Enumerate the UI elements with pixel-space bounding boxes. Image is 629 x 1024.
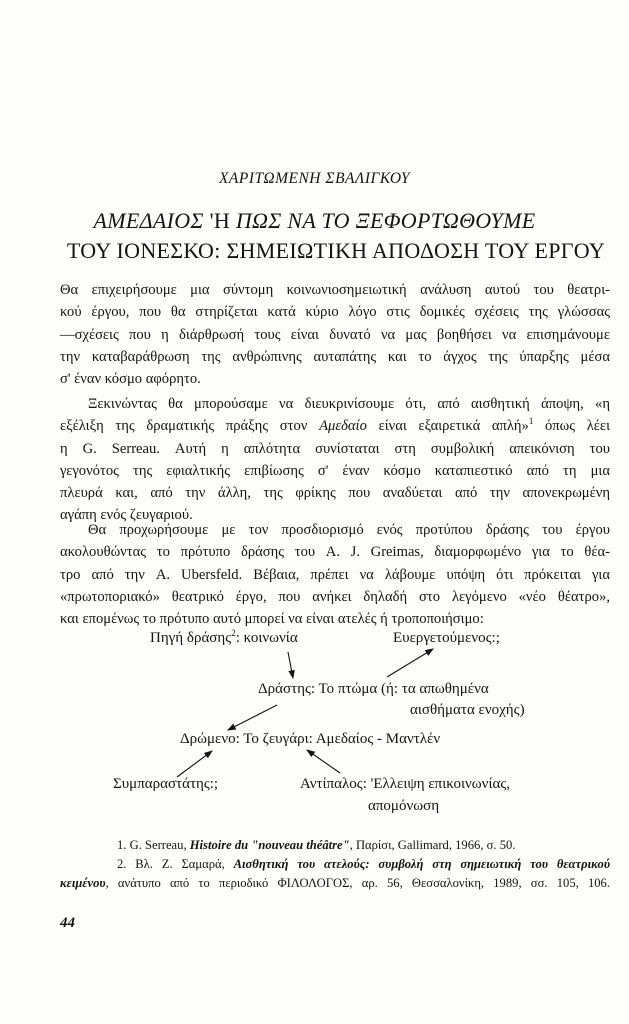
- footnote-2-cont: [60, 874, 610, 893]
- text-line: την καταβαράθρωση της ανθρώπινης αυταπάτης και το άγχος της ύπαρξης μέσα: [60, 348, 610, 365]
- text-span: : κοινωνία: [235, 630, 298, 646]
- title-line-2: ΤΟΥ ΙΟΝΕΣΚΟ: ΣΗΜΕΙΩΤΙΚΗ ΑΠΟΔΟΣΗ ΤΟΥ ΕΡΓΟΥ: [66, 238, 606, 263]
- text-line: «πρωτοποριακό» θεατρικό έργο, που ανήκει δηλαδή στο λεγόμενο «νέο θέατρο»,: [60, 588, 610, 605]
- footnote-ref-1: 1: [528, 416, 534, 427]
- book-title: κειμένου: [60, 876, 106, 890]
- diagram-opponent-cont: απομόνωση: [368, 798, 440, 814]
- diagram-beneficiary: Ευεργετούμενος:;: [393, 630, 500, 646]
- text-span: όπως λέει: [533, 418, 610, 435]
- arrow-helper-to-object: [177, 751, 212, 777]
- book-title: Αισθητική του ατελούς: συμβολή στη σημειωτική του θεατρικού: [233, 857, 610, 871]
- diagram-subject-cont: αισθήματα ενοχής): [410, 702, 525, 718]
- text-span: εξέλιξη της δραματικής πράξης στον: [60, 418, 320, 435]
- diagram-object: Δρώμενο: Το ζευγάρι: Αμεδαίος - Μαντλέν: [180, 731, 441, 747]
- book-title: Histoire du "nouveau théâtre": [189, 838, 350, 852]
- text-line: και επομένως το πρότυπο αυτό μπορεί να είναι ατελές ή τροποποιήσιμο:: [60, 611, 484, 628]
- text-span: Πηγή δράσης: [150, 630, 232, 646]
- text-line: σ' έναν κόσμο αφόρητο.: [60, 371, 201, 388]
- text-line: Θα προχωρήσουμε με τον προσδιορισμό ενός προτύπου δράσης του έργου: [88, 522, 610, 538]
- text-line: κού έργου, που θα στηρίζεται κατά κύριο λόγο στις δομικές σχέσεις της γλώσσας: [60, 304, 610, 321]
- diagram-subject: Δράστης: Το πτώμα (ή: τα απωθημένα: [258, 681, 489, 697]
- text-span: , ανάτυπο από το περιοδικό ΦΙΛΟΛΟΓΟΣ, αρ. 56, Θεσσαλονίκη, 1989, σσ. 105, 106.: [105, 876, 610, 890]
- text-line: πλευρά και, από την άλλη, της φρίκης που αναδύεται από την απονεκρωμένη: [60, 485, 610, 502]
- footnote-1: [60, 836, 610, 855]
- arrow-subject-to-object: [228, 705, 277, 730]
- text-span: είναι εξαιρετικά απλή»: [366, 418, 529, 435]
- text-line: τρο από την A. Ubersfeld. Βέβαια, πρέπει να λάβουμε υπόψη ότι πρόκειται για: [60, 566, 610, 583]
- text-line: η G. Serreau. Αυτή η απλότητα συνίσταται στη συμβολική απεικόνιση του: [60, 440, 610, 457]
- text-line: γεγονότος της εφιαλτικής επιβίωσης σ' έναν κόσμο καταπιεστικό από τη μια: [60, 462, 610, 479]
- arrow-opponent-to-object: [307, 750, 340, 773]
- text-span: 1. G. Serreau,: [117, 838, 190, 852]
- text-span: , Παρίσι, Gallimard, 1966, σ. 50.: [349, 838, 516, 852]
- diagram-helper: Συμπαραστάτης:;: [113, 776, 219, 792]
- play-title: Αμεδαίο: [319, 418, 367, 435]
- arrow-subject-to-beneficiary: [387, 649, 433, 677]
- title-italic-1: ΑΜΕΔΑΙΟΣ: [93, 208, 204, 233]
- footnote-ref-2: 2: [231, 628, 236, 638]
- text-span: 2. Βλ. Ζ. Σαμαρά,: [117, 857, 234, 871]
- diagram-opponent: Αντίπαλος: 'Ελλειψη επικοινωνίας,: [300, 776, 511, 792]
- title-or: 'Η: [203, 208, 236, 233]
- author-name: ΧΑΡΙΤΩΜΕΝΗ ΣΒΑΛΙΓΚΟΥ: [218, 170, 411, 187]
- text-line: ακολουθώντας το πρότυπο δράσης του A. J. Greimas, διαμορφωμένο για το θέα-: [60, 544, 610, 561]
- text-line: —σχέσεις που η διάρθρωσή τους είναι δυνατό να μας βοηθήσει να επισημάνουμε: [60, 326, 610, 343]
- text-line: Ξεκινώντας θα μπορούσαμε να διευκρινίσουμε ότι, από αισθητική άποψη, «η: [88, 396, 610, 412]
- footnotes: [60, 836, 610, 893]
- arrow-source-to-subject: [288, 652, 293, 678]
- title-italic-2: ΠΩΣ ΝΑ ΤΟ ΞΕΦΟΡΤΩΘΟΥΜΕ: [235, 208, 536, 233]
- page-number: 44: [60, 915, 75, 931]
- footnote-2: [60, 855, 610, 874]
- text-line: Θα επιχειρήσουμε μια σύντομη κοινωνιοσημειωτική ανάλυση αυτού του θεατρι-: [60, 282, 610, 298]
- text-line: αγάπη ενός ζευγαριού.: [60, 507, 193, 524]
